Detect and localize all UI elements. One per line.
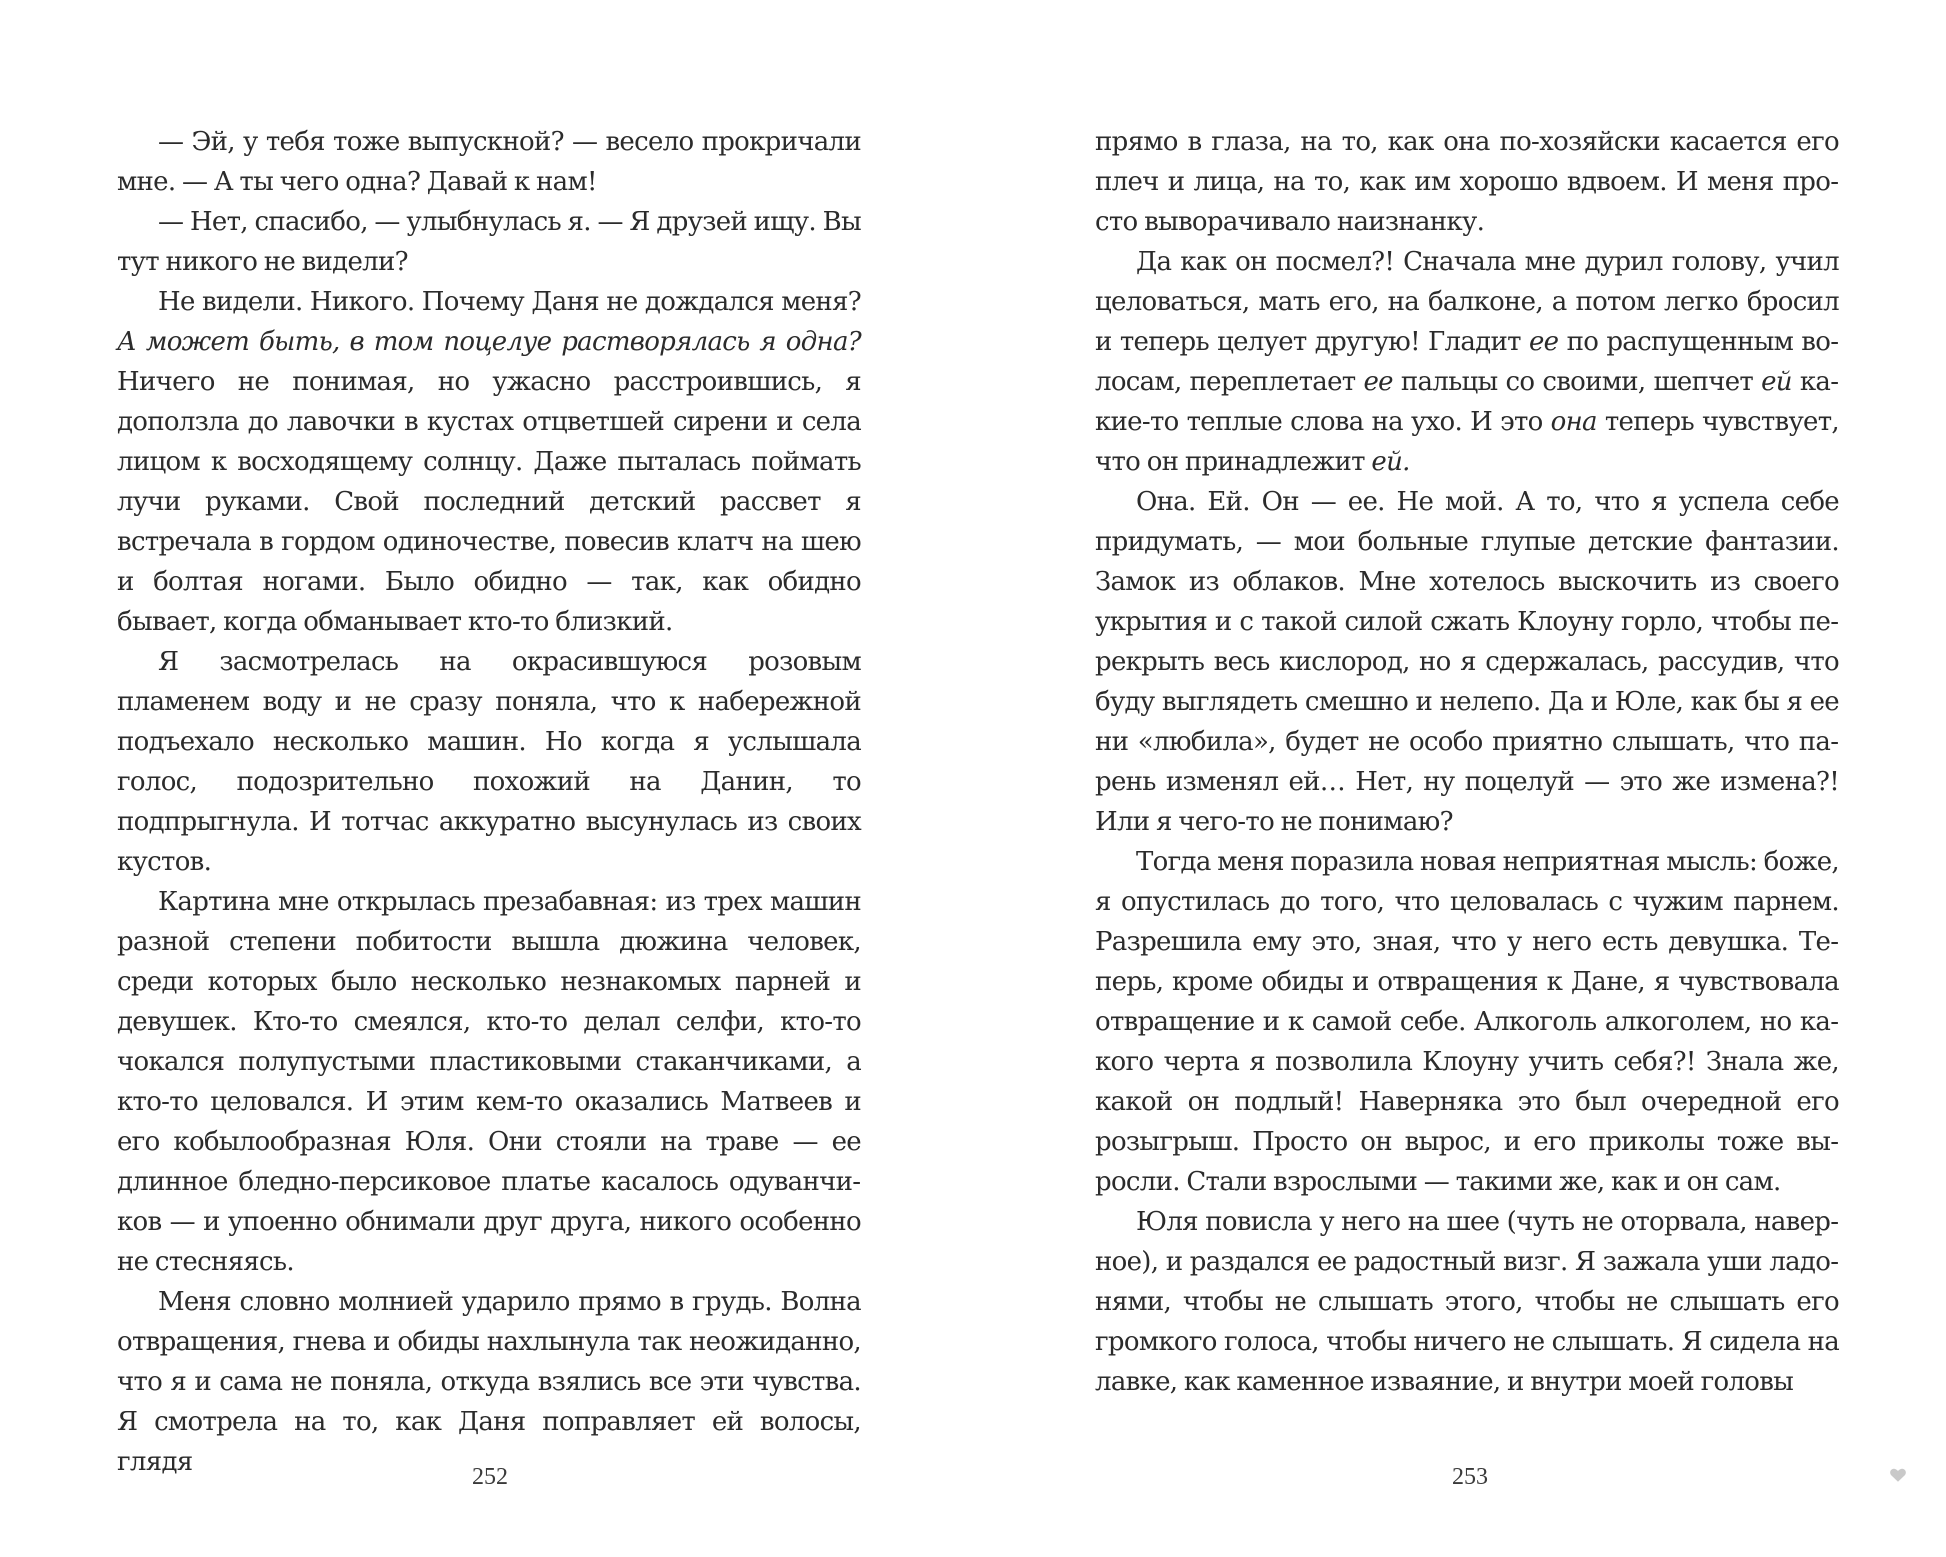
text-run: Тогда меня поразила новая неприятная мысль: боже, я опустилась до того, что целовалась с чужим парнем. Разрешила ему это, зная, что у него есть девушка. Теперь, кроме обиды и отвращения к Дане, я чувствовала отвращение и к самой себе. Алкоголь алкоголем, но какого черта я позволила Клоуну учить себя?! Знала же, какой он подлый! Наверняка это был очередной его розыгрыш. Просто он вырос, и его приколы тоже выросли. Стали взрослыми — такими же, как и он сам. [1095, 847, 1839, 1197]
paragraph [117, 122, 861, 202]
paragraph [117, 882, 861, 1282]
text-run: Меня словно молнией ударило прямо в грудь. Волна отвращения, гнева и обиды нахлынула так неожиданно, что я и сама не поняла, откуда взялись все эти чувства. Я смотрела на то, как Даня поправляет ей волосы, глядя [117, 1287, 861, 1477]
text-run: теперь чувствует, что он принадлежит [1095, 407, 1839, 477]
text-run: пальцы со своими, шепчет [1392, 367, 1762, 397]
text-run: Да как он посмел?! Сначала мне дурил голову, учил целоваться, мать его, на балконе, а потом легко бросил и теперь целует другую! Гладит [1095, 247, 1839, 357]
italic-text: она [1550, 407, 1597, 437]
paragraph [117, 1282, 861, 1482]
paragraph [117, 202, 861, 282]
right-page [973, 0, 1946, 1557]
italic-text: ей. [1371, 447, 1410, 477]
italic-text: ей [1761, 367, 1792, 397]
text-run: по распущенным волосам, переплетает [1095, 327, 1839, 397]
text-run: Я засмотрелась на окрасившуюся розовым пламенем воду и не сразу поняла, что к набережной подъехало несколько машин. Но когда я услышала голос, подозрительно похожий на Данин, то подпрыгнула. И тотчас аккуратно высунулась из своих кустов. [117, 647, 861, 877]
text-run: — Нет, спасибо, — улыбнулась я. — Я друзей ищу. Вы тут никого не видели? [117, 207, 861, 277]
left-page-text [117, 122, 861, 1482]
text-run: какие-то теплые слова на ухо. И это [1095, 367, 1839, 437]
text-run: прямо в глаза, на то, как она по-хозяйски касается его плеч и лица, на то, как им хорошо вдвоем. И меня просто выворачивало наизнанку. [1095, 127, 1839, 237]
text-run: Не видели. Никого. Почему Даня не дождался меня? [158, 287, 861, 317]
text-run: Ничего не понимая, но ужасно расстроившись, я доползла до лавочки в кустах отцветшей сирени и села лицом к восходящему солнцу. Даже пыталась поймать лучи руками. Свой последний детский рассвет я встречала в гордом одиночестве, повесив клатч на шею и болтая ногами. Было обидно — так, как обидно бывает, когда обманывает кто-то близкий. [117, 367, 861, 637]
text-run: Картина мне открылась презабавная: из трех машин разной степени побитости вышла дюжина человек, среди которых было несколько незнакомых парней и девушек. Кто-то смеялся, кто-то делал селфи, кто-то чокался полупустыми пластиковыми стаканчиками, а кто-то целовался. И этим кем-то оказались Матвеев и его кобылообразная Юля. Они стояли на траве — ее длинное бледно-персиковое платье касалось одуванчиков — и упоенно обнимали друг друга, никого особенно не стесняясь. [117, 887, 861, 1277]
italic-text: ее [1529, 327, 1559, 357]
paragraph [1095, 1202, 1839, 1402]
paragraph [117, 282, 861, 642]
paragraph [1095, 482, 1839, 842]
text-run: — Эй, у тебя тоже выпускной? — весело прокричали мне. — А ты чего одна? Давай к нам! [117, 127, 861, 197]
page-number-left: 252 [472, 1464, 508, 1490]
heart-icon-shape [1890, 1469, 1906, 1482]
right-page-text [1095, 122, 1839, 1402]
page-number-right: 253 [1452, 1464, 1488, 1490]
paragraph [1095, 122, 1839, 242]
paragraph [1095, 242, 1839, 482]
paragraph [1095, 842, 1839, 1202]
text-run: Юля повисла у него на шее (чуть не оторвала, наверное), и раздался ее радостный визг. Я зажала уши ладонями, чтобы не слышать этого, чтобы не слышать его громкого голоса, чтобы ничего не слышать. Я сидела на лавке, как каменное изваяние, и внутри моей головы [1095, 1207, 1839, 1397]
text-run: Она. Ей. Он — ее. Не мой. А то, что я успела себе придумать, — мои больные глупые детские фантазии. Замок из облаков. Мне хотелось выскочить из своего укрытия и с такой силой сжать Клоуну горло, чтобы перекрыть весь кислород, но я сдержалась, рассудив, что буду выглядеть смешно и нелепо. Да и Юле, как бы я ее ни «любила», будет не особо приятно слышать, что парень изменял ей… Нет, ну поцелуй — это же измена?! Или я чего-то не понимаю? [1095, 487, 1839, 837]
italic-text: А может быть, в том поцелуе растворялась я одна? [117, 327, 861, 357]
heart-icon [1889, 1466, 1907, 1484]
italic-text: ее [1363, 367, 1393, 397]
paragraph [117, 642, 861, 882]
